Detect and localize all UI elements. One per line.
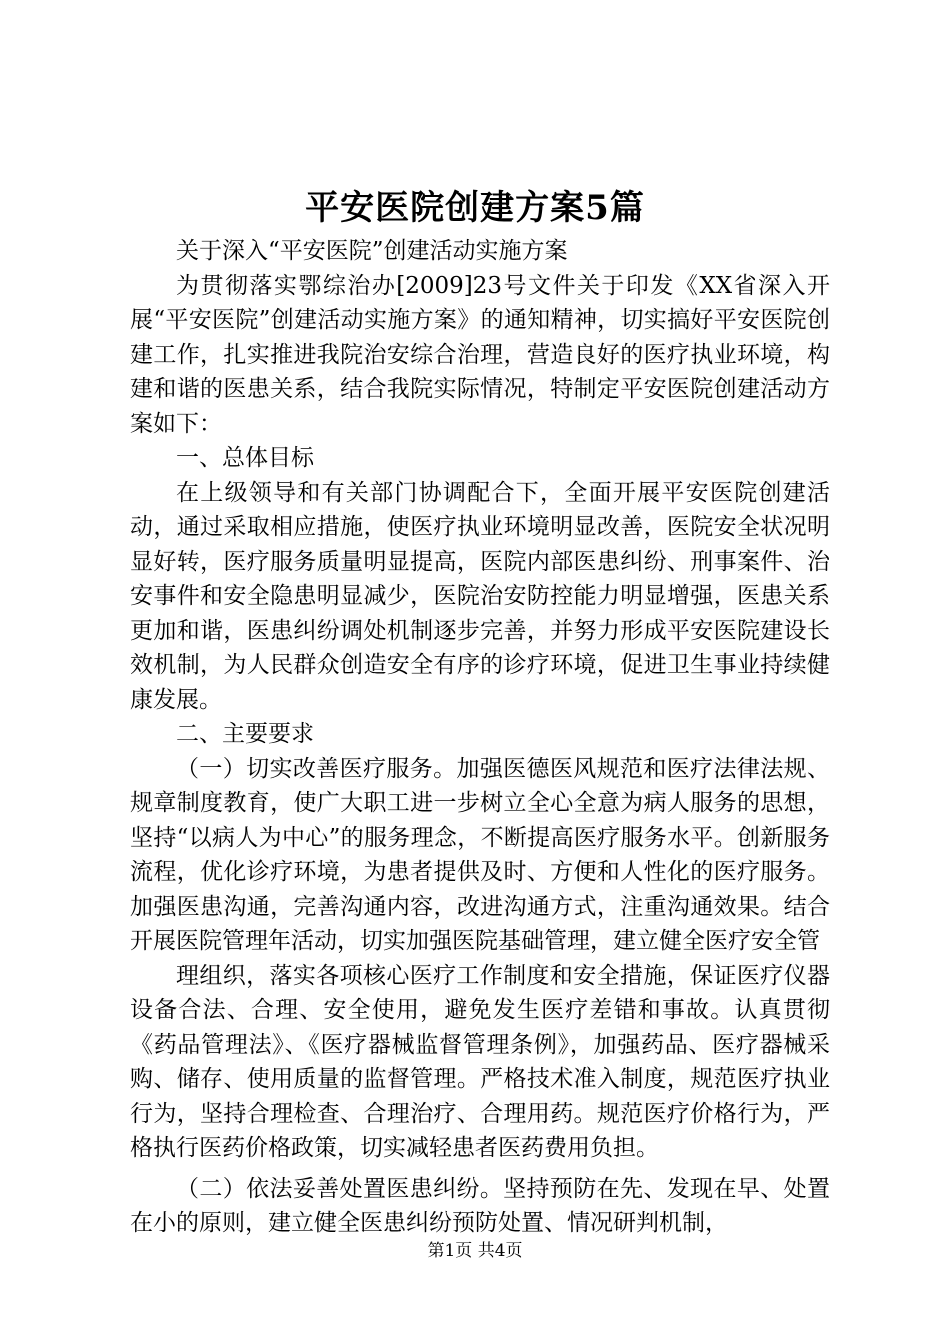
document-title: 平安医院创建方案5篇 (305, 188, 645, 228)
page-footer: 第1页 共4页 (427, 1241, 523, 1261)
paragraph-overall-goal: 在上级领导和有关部门协调配合下，全面开展平安医院创建活动，通过采取相应措施，使医疗执业环境明显改善，医院安全状况明显好转，医疗服务质量明显提高，医院内部医患纠纷、刑事案件、治安事件和安全隐患明显减少，医院治安防控能力明显增强，医患关系更加和谐，医患纠纷调处机制逐步完善，并努力形成平安医院建设长效机制，为人民群众创造安全有序的诊疗环境，促进卫生事业持续健康发展。 (130, 479, 830, 713)
document-body (130, 234, 830, 1241)
paragraph-subtitle: 关于深入“平安医院”创建活动实施方案 (176, 238, 568, 264)
section-heading-overall-goal: 一、总体目标 (176, 445, 314, 471)
paragraph-improve-medical-service: （一）切实改善医疗服务。加强医德医风规范和医疗法律法规、规章制度教育，使广大职工进一步树立全心全意为病人服务的思想，坚持“以病人为中心”的服务理念，不断提高医疗服务水平。创新服务流程，优化诊疗环境，为患者提供及时、方便和人性化的医疗服务。加强医患沟通，完善沟通内容，改进沟通方式，注重沟通效果。结合开展医院管理年活动，切实加强医院基础管理，建立健全医疗安全管 (130, 755, 830, 954)
section-heading-main-requirements: 二、主要要求 (176, 721, 314, 747)
paragraph-safety-management: 理组织，落实各项核心医疗工作制度和安全措施，保证医疗仪器设备合法、合理、安全使用，避免发生医疗差错和事故。认真贯彻《药品管理法》、《医疗器械监督管理条例》，加强药品、医疗器械采购、储存、使用质量的监督管理。严格技术准入制度，规范医疗执业行为，坚持合理检查、合理治疗、合理用药。规范医疗价格行为，严格执行医药价格政策，切实减轻患者医药费用负担。 (130, 962, 830, 1161)
paragraph-intro: 为贯彻落实鄂综治办[2009]23号文件关于印发《XX省深入开展“平安医院”创建活动实施方案》的通知精神，切实搞好平安医院创建工作，扎实推进我院治安综合治理，营造良好的医疗执业环境，构建和谐的医患关系，结合我院实际情况，特制定平安医院创建活动方案如下： (130, 272, 830, 437)
paragraph-dispute-handling: （二）依法妥善处置医患纠纷。坚持预防在先、发现在早、处置在小的原则，建立健全医患纠纷预防处置、情况研判机制， (130, 1175, 830, 1236)
